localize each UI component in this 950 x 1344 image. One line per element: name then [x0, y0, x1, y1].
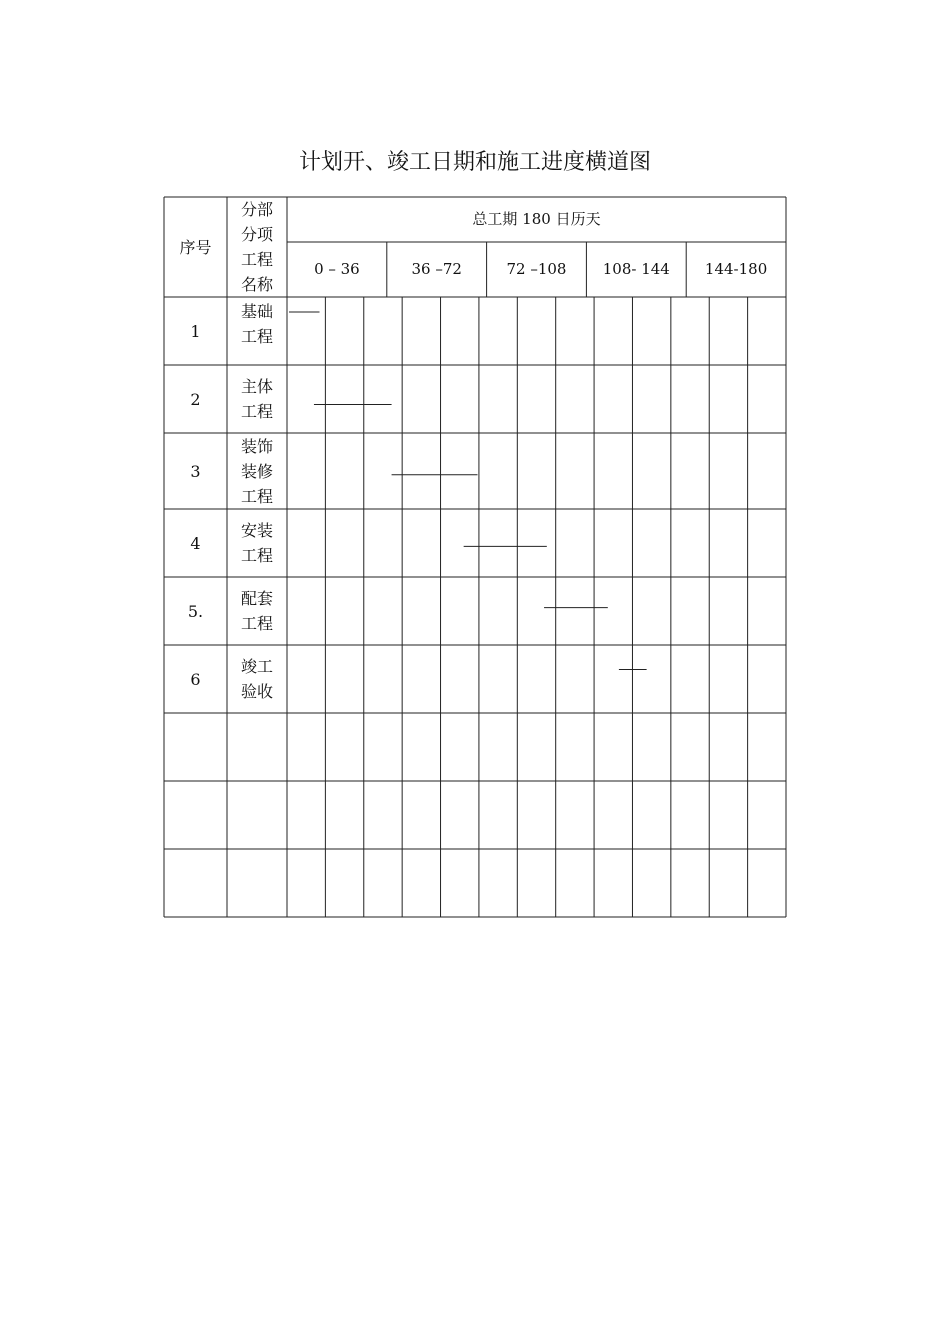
row-seq: [164, 849, 227, 917]
row-item-name: 配套工程: [240, 589, 273, 633]
row-item-name: 基础工程: [240, 302, 273, 346]
row-seq: [164, 781, 227, 849]
row-item-name: [227, 713, 287, 781]
row-item-name: [227, 849, 287, 917]
header-item-name: 分部分项工程名称: [240, 200, 273, 294]
row-item-name: 竣工验收: [240, 657, 273, 701]
row-item-name: [227, 781, 287, 849]
header-total-duration: 总工期 180 日历天: [472, 210, 601, 228]
period-label: 36 –72: [411, 260, 462, 278]
period-label: 108- 144: [602, 260, 670, 278]
row-item-name: 装饰装修工程: [240, 436, 273, 506]
row-item-name: 安装工程: [240, 521, 273, 565]
header-seq: 序号: [179, 237, 212, 257]
period-label: 0 – 36: [314, 260, 360, 278]
row-seq: 6: [190, 669, 201, 689]
row-seq: [164, 713, 227, 781]
row-seq: 4: [190, 533, 201, 553]
period-label: 72 –108: [506, 260, 567, 278]
row-seq: 5.: [187, 601, 204, 621]
period-label: 144-180: [704, 260, 768, 278]
row-item-name: 主体工程: [240, 377, 273, 421]
row-seq: 1: [190, 321, 201, 341]
row-seq: 3: [190, 461, 201, 481]
row-seq: 2: [190, 389, 201, 409]
page-title: 计划开、竣工日期和施工进度横道图: [298, 150, 651, 175]
